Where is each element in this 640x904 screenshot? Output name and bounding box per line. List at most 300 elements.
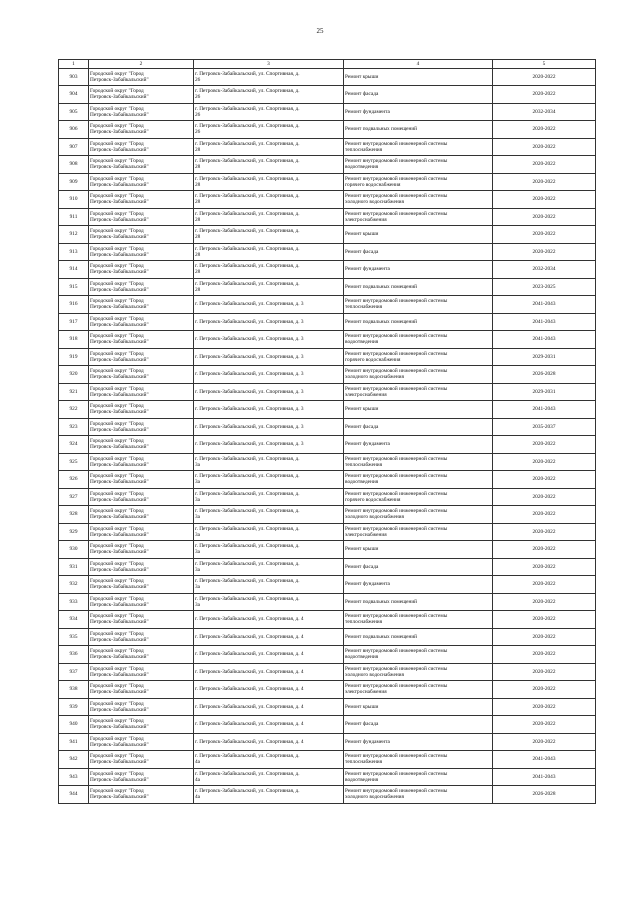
work-type-line: Ремонт фасада (345, 423, 379, 430)
work-type-line: Ремонт внутридомовой инженерной системы (345, 770, 448, 777)
municipality-line: Петровск-Забайкальский" (90, 794, 149, 801)
municipality-line: Городской округ "Город (90, 788, 144, 795)
table-row (59, 348, 596, 366)
municipality-cell (89, 208, 194, 226)
column-number-row (59, 60, 596, 69)
municipality-line: Петровск-Забайкальский" (90, 269, 149, 276)
work-type-cell (344, 383, 493, 401)
work-type-line: Ремонт внутридомовой инженерной системы (345, 490, 448, 497)
address-line: г. Петровск-Забайкальский, ул. Спортивная, д. 3 (195, 336, 304, 343)
period-cell: 2020-2022 (493, 646, 596, 664)
period-cell: 2026-2028 (493, 366, 596, 384)
municipality-line: Городской округ "Город (90, 175, 144, 182)
municipality-line: Городской округ "Город (90, 525, 144, 532)
address-line: 4а (195, 759, 200, 766)
address-line: 28 (195, 234, 201, 241)
municipality-line: Городской округ "Город (90, 140, 144, 147)
municipality-cell (89, 86, 194, 104)
address-line: г. Петровск-Забайкальский, ул. Спортивная, д. (195, 770, 300, 777)
municipality-cell (89, 261, 194, 279)
address-cell (194, 751, 344, 769)
address-cell (194, 541, 344, 559)
address-line: 4а (195, 794, 200, 801)
work-type-cell (344, 786, 493, 804)
work-type-line: Ремонт крыши (345, 73, 379, 80)
address-cell (194, 733, 344, 751)
municipality-line: Петровск-Забайкальский" (90, 741, 149, 748)
address-line: 3а (195, 514, 200, 521)
address-line: г. Петровск-Забайкальский, ул. Спортивная, д. 3 (195, 301, 304, 308)
work-type-cell (344, 243, 493, 261)
municipality-cell (89, 488, 194, 506)
work-type-line: Ремонт внутридомовой инженерной системы (345, 210, 448, 217)
work-type-line: водоотведения (345, 339, 379, 346)
period-cell: 2020-2022 (493, 86, 596, 104)
address-line: 3а (195, 601, 200, 608)
address-cell (194, 366, 344, 384)
row-number-cell: 912 (59, 226, 89, 244)
table-row (59, 698, 596, 716)
work-type-line: Ремонт внутридомовой инженерной системы (345, 665, 448, 672)
table-row (59, 401, 596, 419)
municipality-cell (89, 593, 194, 611)
work-type-line: водоотведения (345, 479, 379, 486)
work-type-line: Ремонт внутридомовой инженерной системы (345, 753, 448, 760)
address-cell (194, 628, 344, 646)
period-cell: 2020-2022 (493, 156, 596, 174)
table-row (59, 208, 596, 226)
address-cell (194, 576, 344, 594)
municipality-line: Городской округ "Город (90, 718, 144, 725)
work-type-cell (344, 628, 493, 646)
row-number-cell: 924 (59, 436, 89, 454)
address-line: г. Петровск-Забайкальский, ул. Спортивная, д. 4 (195, 616, 304, 623)
row-number-cell: 923 (59, 418, 89, 436)
address-line: 28 (195, 216, 201, 223)
table-row (59, 558, 596, 576)
work-type-cell (344, 488, 493, 506)
work-type-line: электроснабжения (345, 689, 387, 696)
row-number-cell: 909 (59, 173, 89, 191)
municipality-line: Петровск-Забайкальский" (90, 496, 149, 503)
row-number-cell: 921 (59, 383, 89, 401)
address-line: 3а (195, 479, 200, 486)
municipality-line: Петровск-Забайкальский" (90, 111, 149, 118)
address-line: г. Петровск-Забайкальский, ул. Спортивная, д. (195, 490, 300, 497)
work-type-cell (344, 103, 493, 121)
municipality-cell (89, 313, 194, 331)
work-type-cell (344, 523, 493, 541)
row-number-cell: 942 (59, 751, 89, 769)
address-line: г. Петровск-Забайкальский, ул. Спортивная, д. 4 (195, 703, 304, 710)
table-row (59, 716, 596, 734)
address-line: г. Петровск-Забайкальский, ул. Спортивная, д. (195, 210, 300, 217)
address-cell (194, 488, 344, 506)
municipality-line: Городской округ "Город (90, 770, 144, 777)
address-cell (194, 506, 344, 524)
address-cell (194, 646, 344, 664)
municipality-cell (89, 716, 194, 734)
row-number-cell: 903 (59, 68, 89, 86)
table-row (59, 488, 596, 506)
work-type-line: Ремонт крыши (345, 406, 379, 413)
period-cell: 2020-2022 (493, 471, 596, 489)
period-cell: 2020-2022 (493, 226, 596, 244)
work-type-line: Ремонт подвальных помещений (345, 283, 417, 290)
address-line: г. Петровск-Забайкальский, ул. Спортивная, д. (195, 105, 300, 112)
address-line: г. Петровск-Забайкальский, ул. Спортивная, д. (195, 455, 300, 462)
row-number-cell: 939 (59, 698, 89, 716)
work-type-cell (344, 576, 493, 594)
work-type-cell (344, 173, 493, 191)
row-number-cell: 940 (59, 716, 89, 734)
work-type-cell (344, 716, 493, 734)
work-type-line: теплоснабжения (345, 619, 383, 626)
address-line: г. Петровск-Забайкальский, ул. Спортивная, д. 3 (195, 441, 304, 448)
work-type-line: холодного водоснабжения (345, 374, 404, 381)
work-type-cell (344, 453, 493, 471)
address-line: г. Петровск-Забайкальский, ул. Спортивная, д. (195, 753, 300, 760)
municipality-line: Петровск-Забайкальский" (90, 374, 149, 381)
address-line: г. Петровск-Забайкальский, ул. Спортивная, д. (195, 560, 300, 567)
municipality-line: Городской округ "Город (90, 490, 144, 497)
address-cell (194, 208, 344, 226)
work-type-cell (344, 768, 493, 786)
work-type-line: Ремонт внутридомовой инженерной системы (345, 298, 448, 305)
work-type-line: водоотведения (345, 654, 379, 661)
municipality-line: Городской округ "Город (90, 700, 144, 707)
table-row (59, 663, 596, 681)
municipality-cell (89, 243, 194, 261)
work-type-cell (344, 436, 493, 454)
work-type-line: теплоснабжения (345, 461, 383, 468)
work-type-cell (344, 663, 493, 681)
work-type-line: Ремонт фасада (345, 91, 379, 98)
table-body (59, 60, 596, 804)
work-type-cell (344, 313, 493, 331)
work-type-line: Ремонт внутридомовой инженерной системы (345, 683, 448, 690)
municipality-line: Петровск-Забайкальский" (90, 531, 149, 538)
table-row (59, 313, 596, 331)
work-type-cell (344, 331, 493, 349)
address-line: г. Петровск-Забайкальский, ул. Спортивная, д. (195, 228, 300, 235)
municipality-cell (89, 698, 194, 716)
work-type-line: Ремонт внутридомовой инженерной системы (345, 385, 448, 392)
work-type-cell (344, 138, 493, 156)
municipality-line: Петровск-Забайкальский" (90, 321, 149, 328)
municipality-line: Петровск-Забайкальский" (90, 706, 149, 713)
municipality-line: Петровск-Забайкальский" (90, 444, 149, 451)
row-number-cell: 943 (59, 768, 89, 786)
municipality-line: Петровск-Забайкальский" (90, 129, 149, 136)
period-cell: 2023-2025 (493, 278, 596, 296)
municipality-line: Городской округ "Город (90, 368, 144, 375)
table-row (59, 541, 596, 559)
work-type-line: Ремонт внутридомовой инженерной системы (345, 525, 448, 532)
table-row (59, 86, 596, 104)
municipality-line: Городской округ "Город (90, 630, 144, 637)
address-line: 26 (195, 129, 201, 136)
work-type-line: водоотведения (345, 164, 379, 171)
address-line: г. Петровск-Забайкальский, ул. Спортивная, д. (195, 193, 300, 200)
table-row (59, 278, 596, 296)
municipality-cell (89, 366, 194, 384)
municipality-cell (89, 523, 194, 541)
row-number-cell: 922 (59, 401, 89, 419)
municipality-cell (89, 418, 194, 436)
work-type-line: горячего водоснабжения (345, 356, 401, 363)
municipality-line: Городской округ "Город (90, 735, 144, 742)
municipality-cell (89, 401, 194, 419)
municipality-line: Городской округ "Город (90, 578, 144, 585)
work-type-line: Ремонт внутридомовой инженерной системы (345, 350, 448, 357)
municipality-cell (89, 173, 194, 191)
address-cell (194, 296, 344, 314)
address-line: 3а (195, 566, 200, 573)
work-type-line: водоотведения (345, 776, 379, 783)
address-line: 28 (195, 181, 201, 188)
table-row (59, 68, 596, 86)
municipality-cell (89, 558, 194, 576)
municipality-line: Городской округ "Город (90, 508, 144, 515)
work-type-line: Ремонт внутридомовой инженерной системы (345, 140, 448, 147)
address-line: г. Петровск-Забайкальский, ул. Спортивная, д. 3 (195, 406, 304, 413)
table-row (59, 453, 596, 471)
municipality-cell (89, 348, 194, 366)
row-number-cell: 908 (59, 156, 89, 174)
period-cell: 2041-2043 (493, 331, 596, 349)
address-line: г. Петровск-Забайкальский, ул. Спортивная, д. (195, 788, 300, 795)
work-type-line: теплоснабжения (345, 759, 383, 766)
work-type-line: Ремонт фундамента (345, 581, 390, 588)
row-number-cell: 931 (59, 558, 89, 576)
period-cell: 2020-2022 (493, 121, 596, 139)
work-type-line: Ремонт подвальных помещений (345, 126, 417, 133)
municipality-line: Петровск-Забайкальский" (90, 216, 149, 223)
table-row (59, 191, 596, 209)
period-cell: 2020-2022 (493, 436, 596, 454)
period-cell: 2035-2037 (493, 418, 596, 436)
address-line: 3а (195, 461, 200, 468)
table-row (59, 506, 596, 524)
address-line: г. Петровск-Забайкальский, ул. Спортивная, д. (195, 578, 300, 585)
address-cell (194, 786, 344, 804)
address-cell (194, 121, 344, 139)
work-type-cell (344, 611, 493, 629)
work-type-cell (344, 541, 493, 559)
row-number-cell: 911 (59, 208, 89, 226)
row-number-cell: 928 (59, 506, 89, 524)
work-type-line: Ремонт внутридомовой инженерной системы (345, 648, 448, 655)
table-row (59, 436, 596, 454)
address-cell (194, 173, 344, 191)
municipality-line: Петровск-Забайкальский" (90, 304, 149, 311)
municipality-line: Городской округ "Город (90, 315, 144, 322)
period-cell: 2020-2022 (493, 628, 596, 646)
municipality-line: Городской округ "Город (90, 683, 144, 690)
table-row (59, 768, 596, 786)
municipality-line: Городской округ "Город (90, 298, 144, 305)
address-cell (194, 156, 344, 174)
municipality-line: Городской округ "Город (90, 403, 144, 410)
period-cell: 2032-2034 (493, 103, 596, 121)
work-type-line: электроснабжения (345, 531, 387, 538)
municipality-line: Городской округ "Город (90, 665, 144, 672)
work-type-cell (344, 401, 493, 419)
municipality-line: Городской округ "Город (90, 455, 144, 462)
municipality-cell (89, 751, 194, 769)
municipality-cell (89, 383, 194, 401)
work-type-cell (344, 208, 493, 226)
row-number-cell: 944 (59, 786, 89, 804)
work-type-cell (344, 751, 493, 769)
table-row (59, 418, 596, 436)
address-cell (194, 418, 344, 436)
municipality-cell (89, 541, 194, 559)
municipality-line: Городской округ "Город (90, 280, 144, 287)
row-number-cell: 938 (59, 681, 89, 699)
address-cell (194, 278, 344, 296)
table-row (59, 733, 596, 751)
municipality-line: Городской округ "Город (90, 210, 144, 217)
municipality-cell (89, 103, 194, 121)
work-type-cell (344, 296, 493, 314)
address-cell (194, 663, 344, 681)
table-row (59, 173, 596, 191)
municipality-line: Петровск-Забайкальский" (90, 619, 149, 626)
address-cell (194, 453, 344, 471)
table-row (59, 226, 596, 244)
address-cell (194, 593, 344, 611)
period-cell: 2032-2034 (493, 261, 596, 279)
address-cell (194, 68, 344, 86)
municipality-line: Петровск-Забайкальский" (90, 164, 149, 171)
work-type-line: Ремонт внутридомовой инженерной системы (345, 175, 448, 182)
address-cell (194, 348, 344, 366)
municipality-line: Городской округ "Город (90, 105, 144, 112)
work-type-line: Ремонт внутридомовой инженерной системы (345, 455, 448, 462)
address-cell (194, 313, 344, 331)
column-header: 3 (194, 60, 344, 69)
work-type-line: Ремонт крыши (345, 703, 379, 710)
table-row (59, 366, 596, 384)
work-type-cell (344, 593, 493, 611)
table-row (59, 261, 596, 279)
municipality-line: Петровск-Забайкальский" (90, 601, 149, 608)
municipality-line: Петровск-Забайкальский" (90, 76, 149, 83)
row-number-cell: 936 (59, 646, 89, 664)
work-type-line: Ремонт фундамента (345, 266, 390, 273)
address-cell (194, 681, 344, 699)
municipality-line: Городской округ "Город (90, 385, 144, 392)
work-type-cell (344, 156, 493, 174)
municipality-line: Городской округ "Город (90, 595, 144, 602)
period-cell: 2020-2022 (493, 733, 596, 751)
municipality-line: Петровск-Забайкальский" (90, 724, 149, 731)
work-type-line: электроснабжения (345, 391, 387, 398)
work-type-line: Ремонт внутридомовой инженерной системы (345, 508, 448, 515)
work-type-cell (344, 471, 493, 489)
table-row (59, 331, 596, 349)
municipality-line: Городской округ "Город (90, 333, 144, 340)
period-cell: 2020-2022 (493, 663, 596, 681)
municipality-line: Городской округ "Город (90, 438, 144, 445)
address-cell (194, 768, 344, 786)
address-line: 26 (195, 111, 201, 118)
municipality-line: Городской округ "Город (90, 753, 144, 760)
table-row (59, 296, 596, 314)
municipality-cell (89, 471, 194, 489)
work-type-line: холодного водоснабжения (345, 671, 404, 678)
municipality-cell (89, 453, 194, 471)
row-number-cell: 907 (59, 138, 89, 156)
address-line: 28 (195, 286, 201, 293)
address-cell (194, 138, 344, 156)
table-row (59, 786, 596, 804)
municipality-cell (89, 191, 194, 209)
address-line: 3а (195, 496, 200, 503)
table-row (59, 138, 596, 156)
period-cell: 2041-2043 (493, 768, 596, 786)
row-number-cell: 917 (59, 313, 89, 331)
period-cell: 2020-2022 (493, 523, 596, 541)
address-cell (194, 226, 344, 244)
municipality-line: Петровск-Забайкальский" (90, 199, 149, 206)
table-row (59, 628, 596, 646)
period-cell: 2020-2022 (493, 506, 596, 524)
row-number-cell: 914 (59, 261, 89, 279)
row-number-cell: 920 (59, 366, 89, 384)
column-header: 4 (344, 60, 493, 69)
municipality-cell (89, 646, 194, 664)
municipality-line: Городской округ "Город (90, 123, 144, 130)
period-cell: 2020-2022 (493, 593, 596, 611)
municipality-cell (89, 576, 194, 594)
municipality-line: Петровск-Забайкальский" (90, 409, 149, 416)
address-cell (194, 243, 344, 261)
period-cell: 2020-2022 (493, 558, 596, 576)
municipality-cell (89, 611, 194, 629)
municipality-cell (89, 296, 194, 314)
work-type-cell (344, 278, 493, 296)
work-type-cell (344, 86, 493, 104)
address-cell (194, 698, 344, 716)
work-type-cell (344, 261, 493, 279)
municipality-line: Петровск-Забайкальский" (90, 94, 149, 101)
address-cell (194, 383, 344, 401)
row-number-cell: 926 (59, 471, 89, 489)
municipality-cell (89, 436, 194, 454)
address-line: г. Петровск-Забайкальский, ул. Спортивная, д. (195, 123, 300, 130)
municipality-line: Городской округ "Город (90, 613, 144, 620)
address-line: 3а (195, 549, 200, 556)
work-type-line: Ремонт фасада (345, 248, 379, 255)
address-line: 28 (195, 269, 201, 276)
address-cell (194, 331, 344, 349)
municipality-line: Петровск-Забайкальский" (90, 549, 149, 556)
table-row (59, 523, 596, 541)
table-row (59, 121, 596, 139)
table-row (59, 576, 596, 594)
period-cell: 2020-2022 (493, 243, 596, 261)
column-header: 2 (89, 60, 194, 69)
repair-schedule-table (58, 59, 596, 804)
address-line: г. Петровск-Забайкальский, ул. Спортивная, д. (195, 140, 300, 147)
address-line: 3а (195, 584, 200, 591)
row-number-cell: 930 (59, 541, 89, 559)
table-row (59, 646, 596, 664)
municipality-line: Городской округ "Город (90, 70, 144, 77)
